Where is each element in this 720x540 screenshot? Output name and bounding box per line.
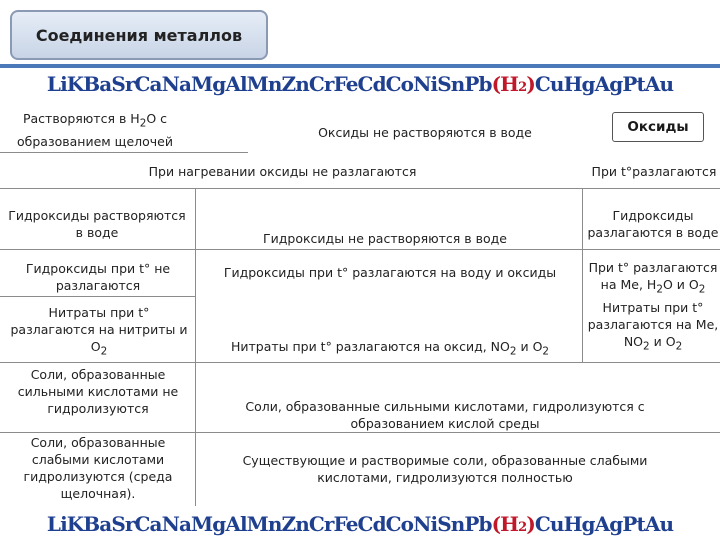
page-title: Соединения металлов — [10, 10, 268, 60]
row2-right-cell: При t°разлагаются — [591, 164, 717, 179]
divider-row2 — [0, 188, 720, 189]
row5-right-cell: Нитраты при t° разлагаются на Ме, $NO_2$ и $O_2$ — [587, 300, 719, 353]
series-metals-before-h2: LiKBaSrCaNaMgAlMnZnCrFeCdCoNiSnPb — [46, 512, 492, 536]
series-metals-after-h2: CuHgAgPtAu — [534, 512, 674, 536]
divider-row4-left — [0, 296, 195, 297]
series-hydrogen: (H2) — [491, 512, 535, 536]
row7-left-cell: Соли, образованные слабыми кислотами гидролизуются (среда щелочная). — [23, 435, 173, 501]
row4-right-cell: При t° разлагаются на Ме, $H_2О$ и $O_2$ — [588, 260, 718, 296]
row3-right-cell: Гидроксиды разлагаются в воде — [587, 208, 719, 240]
divider-row1-left — [0, 152, 248, 153]
divider-row3 — [0, 249, 720, 250]
row4-mid-cell: Гидроксиды при t° разлагаются на воду и оксиды — [223, 265, 557, 280]
divider-row6 — [0, 432, 720, 433]
row3-mid-cell: Гидроксиды не растворяются в воде — [263, 231, 507, 246]
series-hydrogen: (H2) — [491, 72, 535, 96]
column-divider-left — [195, 188, 196, 506]
row7-right-cell: Существующие и растворимые соли, образованные слабыми кислотами, гидролизуются полностью — [242, 453, 648, 485]
oxides-box: Оксиды — [612, 112, 704, 142]
series-metals-before-h2: LiKBaSrCaNaMgAlMnZnCrFeCdCoNiSnPb — [46, 72, 492, 96]
row3-left-cell: Гидроксиды растворяются в воде — [8, 208, 186, 240]
activity-series-bottom — [0, 512, 720, 536]
row6-right-cell: Соли, образованные сильными кислотами, гидролизуются с образованием кислой среды — [245, 399, 645, 431]
activity-series-top — [0, 72, 720, 96]
row6-left-cell: Соли, образованные сильными кислотами не гидролизуются — [17, 367, 179, 416]
divider-row5 — [0, 362, 720, 363]
series-metals-after-h2: CuHgAgPtAu — [534, 72, 674, 96]
title-underline-band — [0, 64, 720, 68]
row1-mid-cell: Оксиды не растворяются в воде — [318, 125, 532, 140]
row5-left-cell: Нитраты при t° разлагаются на нитриты и $O_2$ — [10, 305, 188, 358]
row1-left-cell: Растворяются в $H_2О$ с образованием щелочей — [17, 111, 173, 149]
row2-left-cell: При нагревании оксиды не разлагаются — [148, 164, 417, 179]
column-divider-right — [582, 188, 583, 362]
row5-mid-cell: Нитраты при t° разлагаются на оксид, $NO_2$ и $O_2$ — [230, 339, 550, 358]
row4-left-cell: Гидроксиды при t° не разлагаются — [25, 261, 171, 293]
